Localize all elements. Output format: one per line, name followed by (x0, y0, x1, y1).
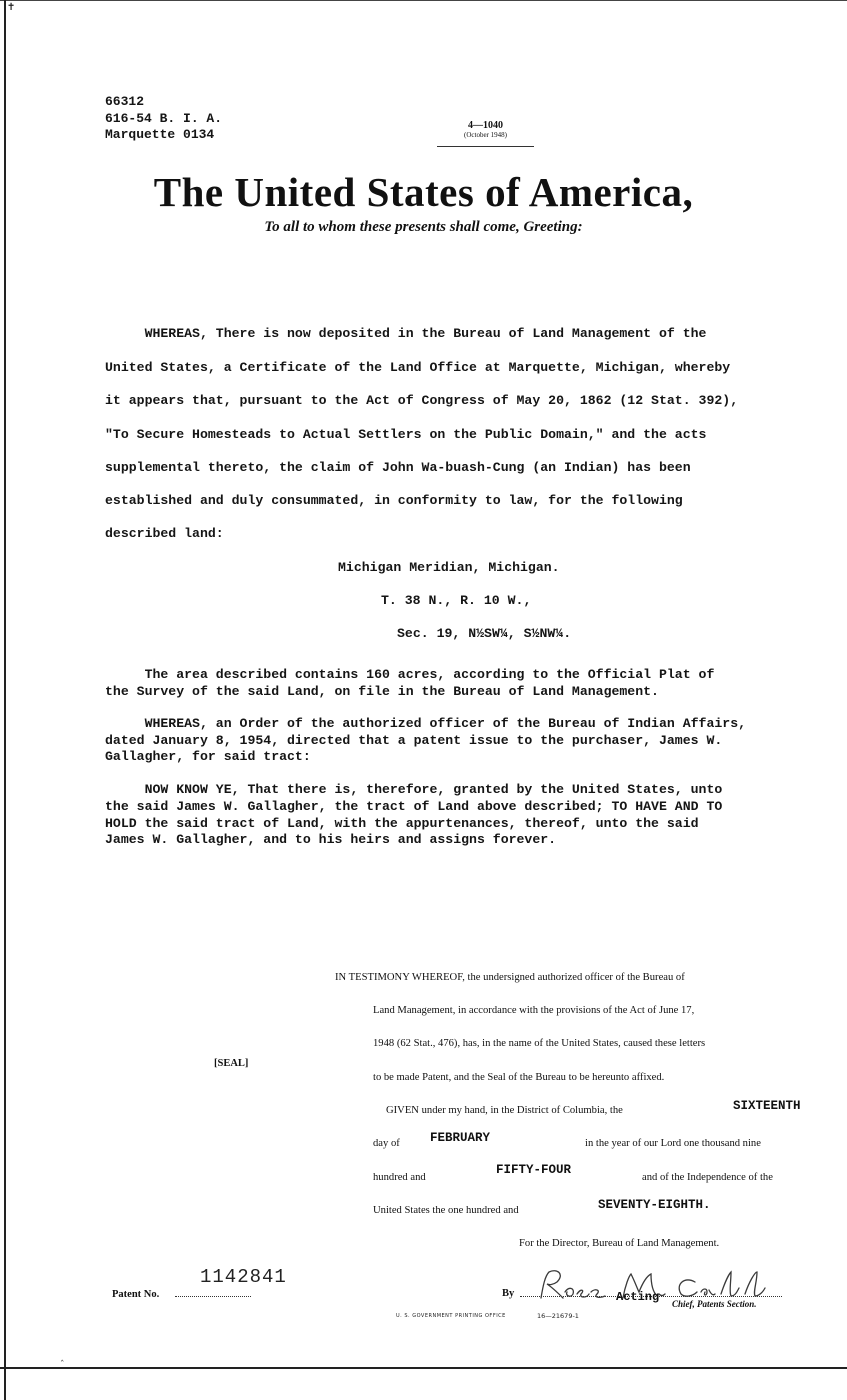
file-number-bia: 616-54 B. I. A. (105, 111, 223, 126)
day-of-text: day of (373, 1138, 400, 1149)
independence-text: and of the Independence of the (642, 1172, 773, 1183)
grant-line: HOLD the said tract of Land, with the appurtenances, thereof, unto the said (105, 816, 699, 831)
year-of-lord-text: in the year of our Lord one thousand nine (585, 1138, 761, 1149)
page-bottom-border (0, 1367, 847, 1369)
order-line: WHEREAS, an Order of the authorized officer of the Bureau of Indian Affairs, (105, 716, 747, 731)
whereas-line: established and duly consummated, in conformity to law, for the following (105, 493, 683, 508)
us-hundred-text: United States the one hundred and (373, 1205, 519, 1216)
seal-placeholder: [SEAL] (214, 1058, 249, 1069)
testimony-line: to be made Patent, and the Seal of the Bureau to be hereunto affixed. (373, 1072, 665, 1083)
bottom-mark: ˆ (60, 1360, 65, 1370)
whereas-line: described land: (105, 526, 224, 541)
print-job-number: 16—21679-1 (537, 1312, 579, 1320)
day-fill: SIXTEENTH (733, 1099, 801, 1113)
acting-label: Acting (616, 1290, 660, 1304)
order-line: dated January 8, 1954, directed that a patent issue to the purchaser, James W. (105, 733, 723, 748)
month-fill: FEBRUARY (430, 1131, 491, 1145)
given-text: GIVEN under my hand, in the District of Columbia, the (386, 1105, 623, 1116)
land-meridian: Michigan Meridian, Michigan. (338, 560, 560, 575)
independence-fill: SEVENTY-EIGHTH. (598, 1198, 711, 1212)
land-township: T. 38 N., R. 10 W., (381, 593, 532, 608)
whereas-line: supplemental thereto, the claim of John Wa-buash-Cung (an Indian) has been (105, 460, 691, 475)
grant-line: NOW KNOW YE, That there is, therefore, granted by the United States, unto (105, 782, 723, 797)
testimony-line: 1948 (62 Stat., 476), has, in the name of the United States, caused these letters (373, 1038, 706, 1049)
patent-label: Patent No. (112, 1289, 160, 1300)
year-fill: FIFTY-FOUR (496, 1163, 572, 1177)
corner-mark: ✝ (7, 2, 16, 13)
whereas-line: WHEREAS, There is now deposited in the Bureau of Land Management of the (105, 326, 707, 341)
document-title: The United States of America, (153, 169, 694, 215)
form-number: 4—1040 (468, 120, 503, 131)
order-line: Gallagher, for said tract: (105, 749, 311, 764)
printing-office-imprint: U. S. GOVERNMENT PRINTING OFFICE (396, 1313, 506, 1319)
grant-line: the said James W. Gallagher, the tract of Land above described; TO HAVE AND TO (105, 799, 723, 814)
whereas-line: United States, a Certificate of the Land Office at Marquette, Michigan, whereby (105, 360, 731, 375)
area-line: The area described contains 160 acres, according to the Official Plat of (105, 667, 715, 682)
form-date: (October 1948) (464, 131, 507, 139)
for-director-text: For the Director, Bureau of Land Management. (519, 1238, 720, 1249)
land-section: Sec. 19, N½SW¼, S½NW¼. (397, 626, 572, 641)
form-rule (437, 146, 534, 147)
file-number-marquette: Marquette 0134 (105, 127, 215, 142)
area-line: the Survey of the said Land, on file in the Bureau of Land Management. (105, 684, 659, 699)
whereas-line: it appears that, pursuant to the Act of Congress of May 20, 1862 (12 Stat. 392), (105, 393, 739, 408)
page-top-border (0, 0, 847, 1)
file-number-serial: 66312 (105, 94, 145, 109)
hundred-and-text: hundred and (373, 1172, 426, 1183)
whereas-line: "To Secure Homesteads to Actual Settlers on the Public Domain," and the acts (105, 427, 707, 442)
testimony-line: IN TESTIMONY WHEREOF, the undersigned authorized officer of the Bureau of (335, 972, 685, 983)
testimony-line: Land Management, in accordance with the provisions of the Act of June 17, (373, 1005, 695, 1016)
by-label: By (502, 1288, 515, 1299)
patent-number: 1142841 (200, 1266, 287, 1288)
grant-line: James W. Gallagher, and to his heirs and assigns forever. (105, 832, 557, 847)
signer-title: Chief, Patents Section. (672, 1299, 757, 1309)
greeting-line: To all to whom these presents shall come, Greeting: (264, 219, 583, 235)
patent-dotted-line (175, 1296, 251, 1297)
